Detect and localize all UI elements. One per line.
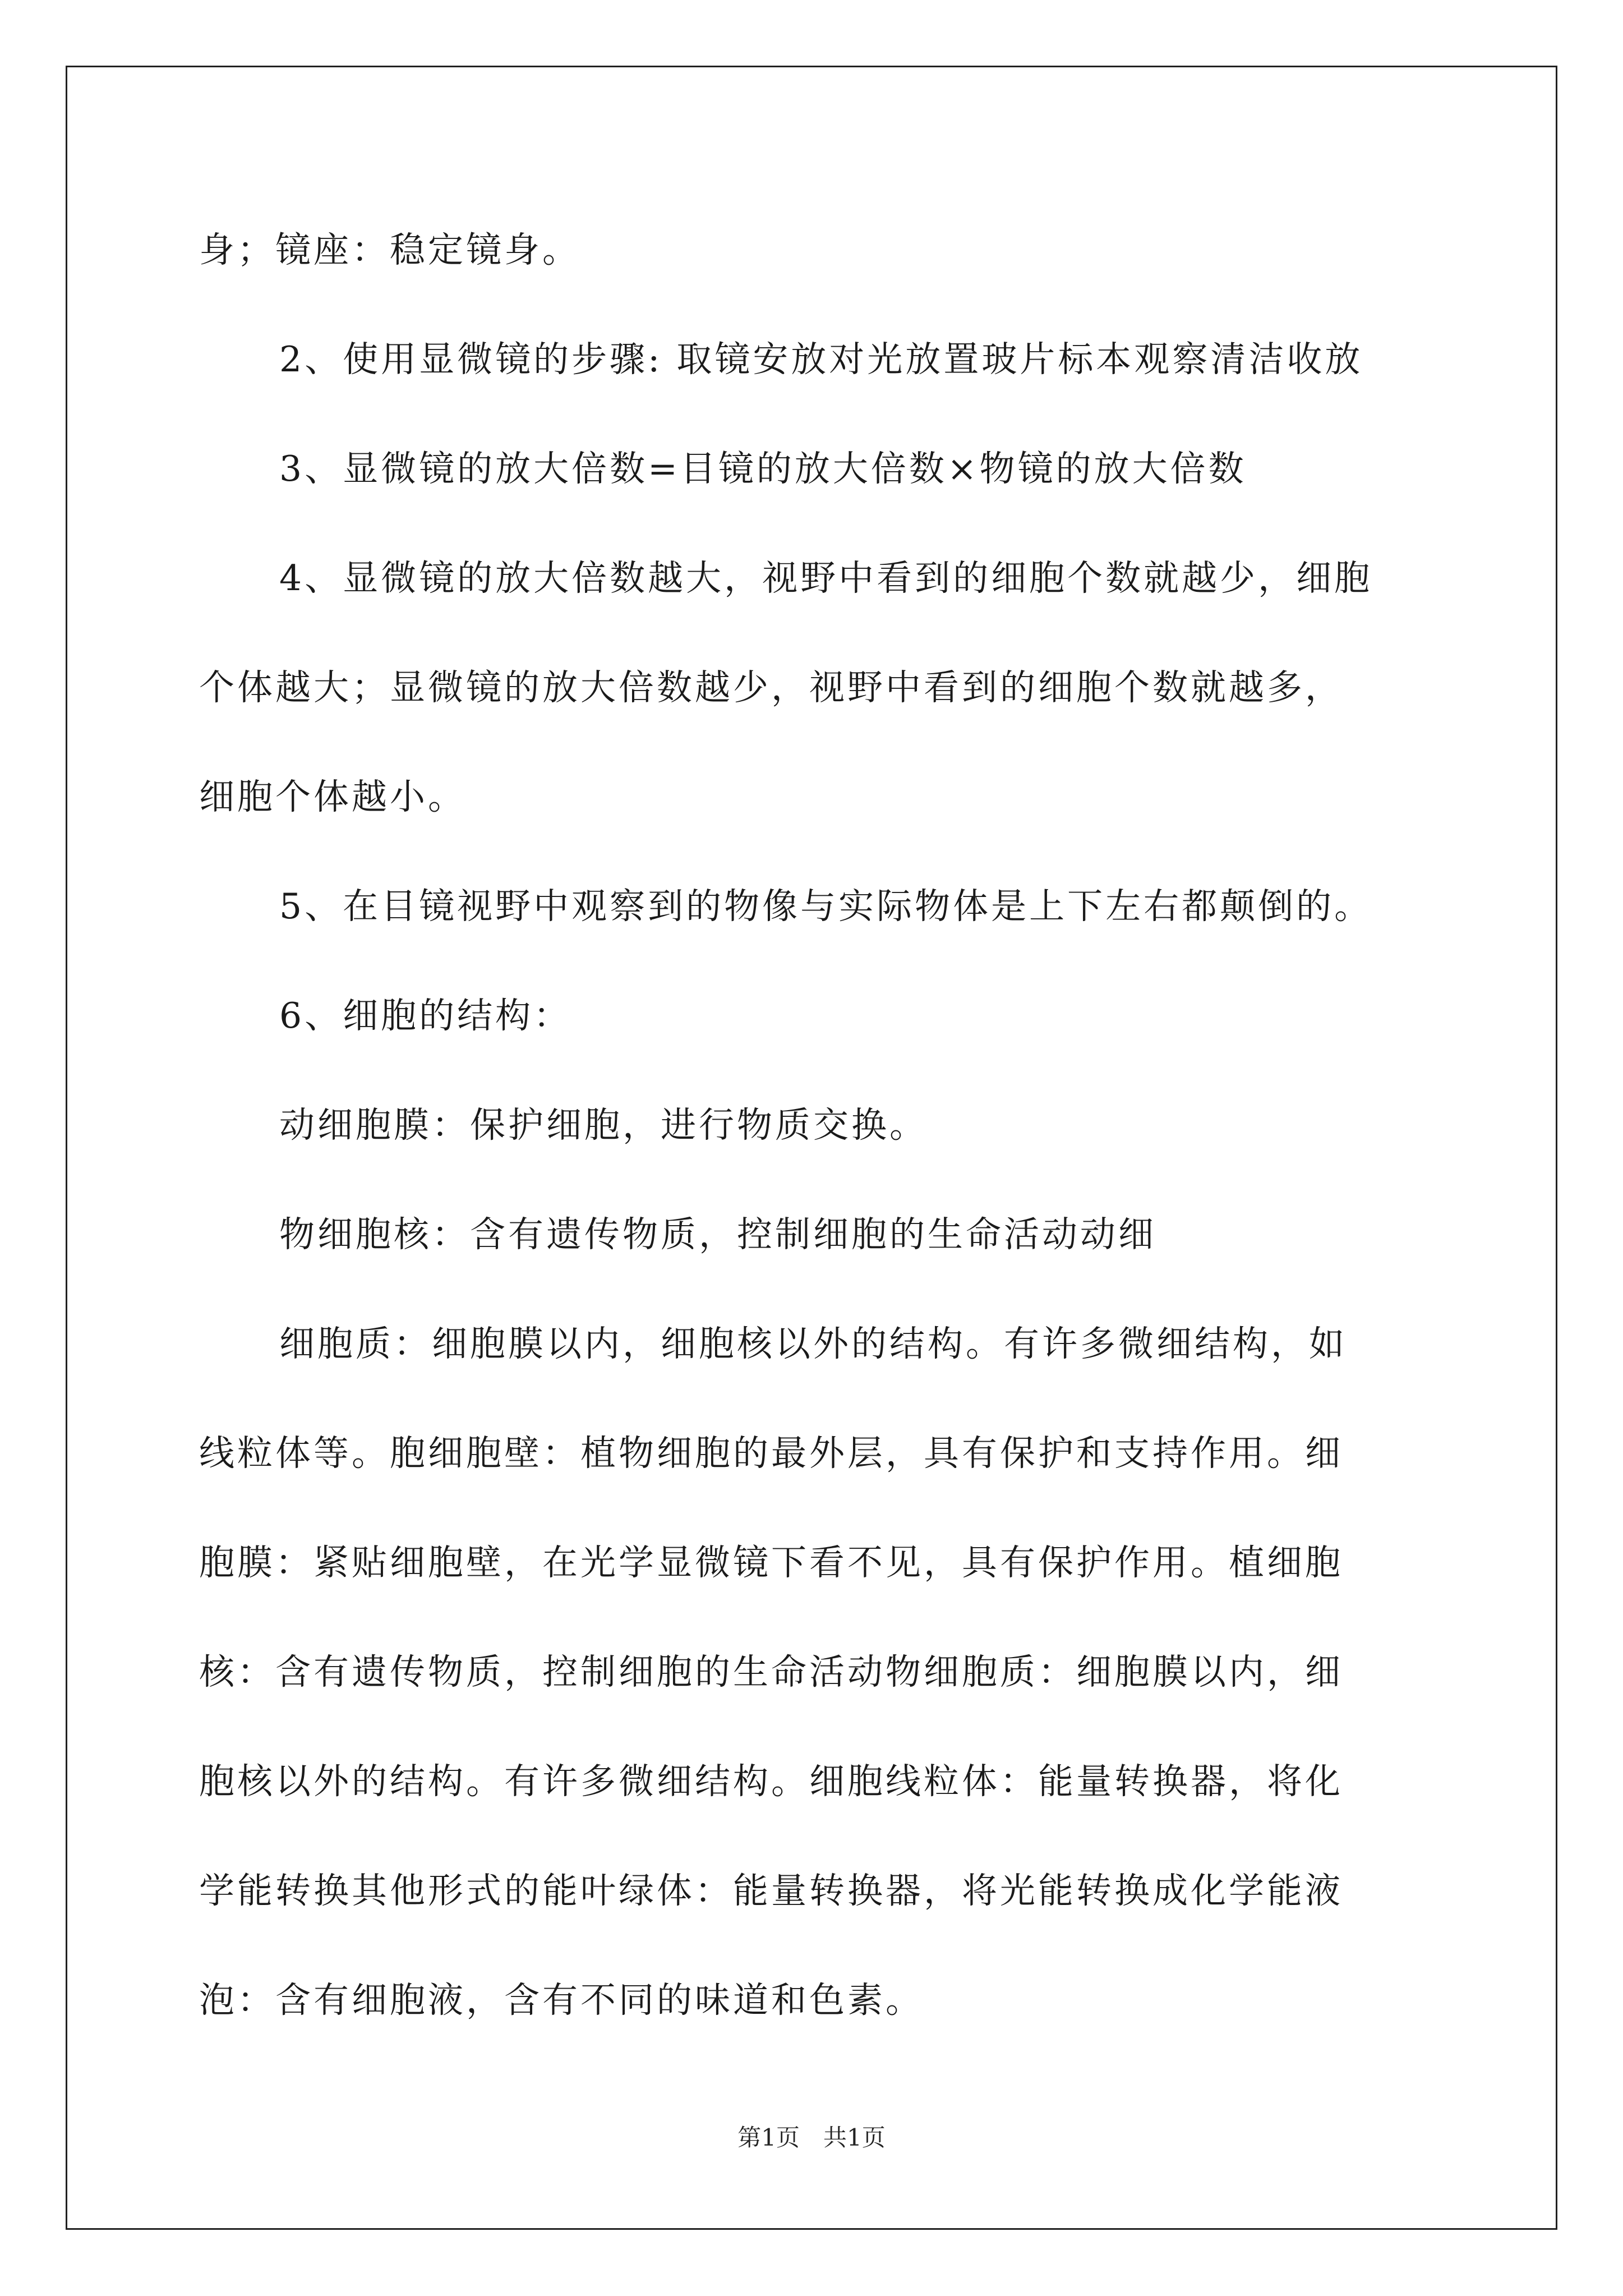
- text-line: 2、使用显微镜的步骤: 取镜安放对光放置玻片标本观察清洁收放: [279, 339, 1363, 380]
- text-line: 5、在目镜视野中观察到的物像与实际物体是上下左右都颠倒的。: [279, 886, 1373, 927]
- text-line: 物细胞核：含有遗传物质，控制细胞的生命活动动细: [279, 1214, 1156, 1255]
- text-line: 核：含有遗传物质，控制细胞的生命活动物细胞质：细胞膜以内，细: [199, 1651, 1343, 1692]
- text-line: 泡：含有细胞液，含有不同的味道和色素。: [199, 1980, 924, 2021]
- text-line: 细胞个体越小。: [199, 776, 466, 817]
- text-line: 4、显微镜的放大倍数越大，视野中看到的细胞个数就越少，细胞: [279, 558, 1373, 599]
- text-line: 3、显微镜的放大倍数=目镜的放大倍数×物镜的放大倍数: [279, 448, 1247, 489]
- text-line: 胞膜：紧贴细胞壁，在光学显微镜下看不见，具有保护作用。植细胞: [199, 1542, 1343, 1583]
- text-line: 学能转换其他形式的能叶绿体：能量转换器，将光能转换成化学能液: [199, 1870, 1343, 1911]
- text-line: 胞核以外的结构。有许多微细结构。细胞线粒体：能量转换器，将化: [199, 1761, 1343, 1802]
- page-number-footer: 第1页 共1页: [737, 2124, 886, 2151]
- text-line: 身；镜座：稳定镜身。: [199, 229, 580, 270]
- text-line: 线粒体等。胞细胞壁：植物细胞的最外层，具有保护和支持作用。细: [199, 1433, 1343, 1474]
- text-line: 6、细胞的结构：: [279, 995, 572, 1036]
- text-line: 细胞质：细胞膜以内，细胞核以外的结构。有许多微细结构，如: [279, 1323, 1347, 1364]
- text-line: 个体越大；显微镜的放大倍数越少，视野中看到的细胞个数就越多，: [199, 667, 1343, 708]
- text-line: 动细胞膜：保护细胞，进行物质交换。: [279, 1105, 928, 1145]
